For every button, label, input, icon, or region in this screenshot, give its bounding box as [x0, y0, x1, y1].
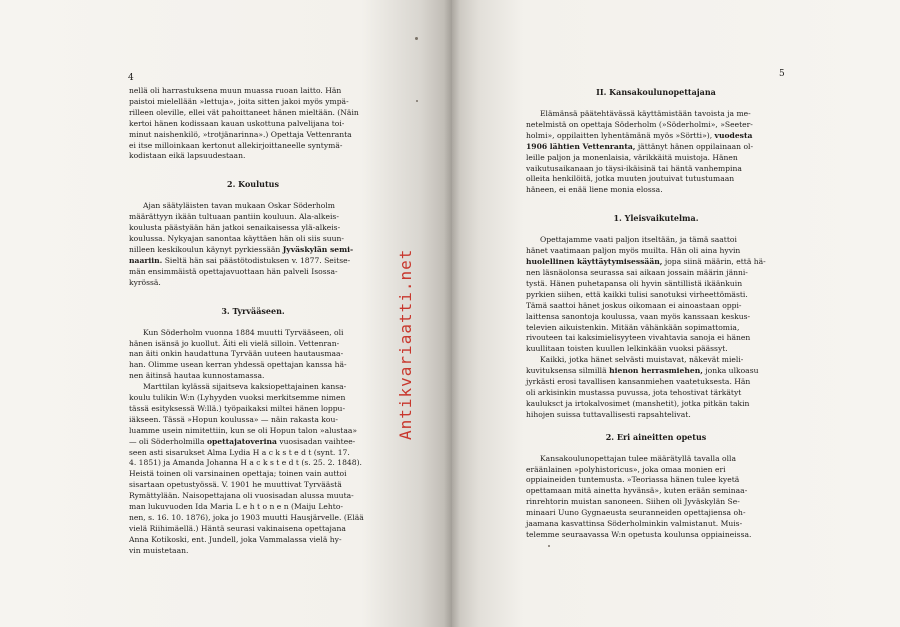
right-column — [526, 87, 786, 541]
text-line: pyrkien siihen, että kaikki tulisi sanotuksi virheettömästi. — [526, 289, 748, 299]
text-line: opettamaan mitä ainetta hyvänsä», kuten erään seminaa- — [526, 486, 748, 496]
text-line: kauluksct ja irtokalvosimet (manshetit), jotka pitkän takin — [526, 398, 750, 408]
text-line: telemme seuraavassa W:n opetusta koulunsa oppiaineissa. — [526, 530, 752, 539]
text-line: Elämänsä päätehtävässä käyttämistään tavoista ja me- — [540, 109, 751, 118]
text-line: televien aikuistenkin. Mitään vähänkään sopimattomia, — [526, 322, 740, 332]
text-line: kertoi hänen kodissaan kauan uskottuna palvelijana toi- — [129, 118, 345, 128]
intro-paragraph — [129, 86, 377, 162]
left-column — [129, 86, 377, 557]
text-line: nellä oli harrastuksena muun muassa ruoan laitto. Hän — [129, 86, 342, 95]
text-line: vin muistetaan. — [129, 545, 189, 555]
text-line: nen läsnäolonsa seurassa sai aikaan jossain määrin jänni- — [526, 267, 748, 277]
chapter-title: II. Kansakoulunopettajana — [596, 87, 716, 97]
text-line: luamme usein nimitettiin, kun se oli Hopun talon »alustaa» — [129, 425, 358, 435]
text-line: man lukuvuoden Ida Maria L e h t o n e n (Maiju Lehto- — [129, 502, 343, 512]
text-line: Kaikki, jotka hänet selvästi muistavat, näkevät mieli- — [540, 355, 744, 365]
text-line: oppiaineiden tuntemusta. »Teoriassa hänen tulee kyetä — [526, 475, 740, 485]
text-line: minut naishenkilö, »trotjänarinna».) Opettaja Vettenranta — [129, 129, 352, 139]
section-body — [129, 201, 377, 288]
section-heading: 1. Yleisvaikutelma. — [613, 213, 699, 224]
text-line: Kun Söderholm vuonna 1884 muutti Tyrvääseen, oli — [143, 327, 344, 337]
text-line: eräänlainen »polyhistoricus», joka omaa monien eri — [526, 464, 726, 474]
text-line: sisartaan opetustyössä. V. 1901 he muuttivat Tyrväästä — [129, 480, 342, 490]
text-line: kuullitaan toisten kuullen lelkinkään vuoksi päässyt. — [526, 344, 728, 354]
text-line: koulusta päästyään hän jatkoi senaikaisessa ylä-alkeis- — [129, 223, 341, 233]
text-line: nan äiti onkin haudattuna Tyrvään uuteen hautausmaa- — [129, 349, 344, 359]
page-number: 4 — [128, 73, 134, 83]
book-spine-shadow — [444, 0, 460, 627]
text-line: Marttilan kylässä sijaitseva kaksiopettajainen kansa- — [143, 382, 347, 392]
paper-speck — [548, 545, 550, 547]
text-line: netelmistä on opettaja Söderholm (»Söderholmi», »Seeter- — [526, 119, 753, 129]
text-line: vaikutusaikanaan jo täysi-ikäisinä tai häntä vanhempina — [526, 163, 742, 173]
section-body — [526, 454, 786, 541]
text-line: Anna Kotikoski, ent. Jundell, joka Vammalassa vielä hy- — [129, 534, 342, 544]
text-line: män ensimmäistä opettajavuottaan hän palveli Isossa- — [129, 266, 338, 276]
text-line: hänet vaatimaan paljon myös muilta. Hän oli aina hyvin — [526, 246, 741, 256]
text-line: rilleen oleville, ellei vät pahoittaneet hänen mieltään. (Näin — [129, 107, 359, 117]
text-line: koulussa. Nykyajan sanontaa käyttäen hän oli siis suun- — [129, 234, 344, 244]
text-line: huolellinen käyttäytymisessään, jopa siinä määrin, että hä- — [526, 257, 766, 267]
text-line: Ajan säätyläisten tavan mukaan Oskar Söderholm — [143, 201, 335, 211]
section-body — [526, 235, 786, 420]
text-line: leille paljon ja monenlaisia, värikkäitä muistoja. Hänen — [526, 152, 738, 162]
text-line: 4. 1851) ja Amanda Johanna H a c k s t e d t (s. 25. 2. 1848). — [129, 458, 362, 468]
text-line: kodistaan eikä lapsuudestaan. — [129, 151, 246, 161]
section-heading: 2. Koulutus — [227, 179, 279, 190]
text-line: paistoi mielellään »lettuja», joita sitten jakoi myös ympä- — [129, 96, 349, 106]
text-line: iäkseen. Tässä »Hopun koulussa» — näin rakasta kou- — [129, 414, 338, 424]
text-line: nen, s. 16. 10. 1876), joka jo 1903 muutti Hausjärvelle. (Elää — [129, 513, 364, 522]
text-line: tässä esityksessä W:llä.) työpaikaksi miltei hänen loppu- — [129, 403, 346, 413]
text-line: ei itse milloinkaan kertonut allekirjoittaneelle syntymä- — [129, 140, 343, 150]
text-line: han. Olimme usean kerran yhdessä opettajan kanssa hä- — [129, 360, 347, 370]
text-line: seen asti sisarukset Alma Lydia H a c k s t e d t (synt. 17. — [129, 447, 350, 457]
text-line: rinrehtorin muistan sanoneen. Siihen oli Jyväskylän Se- — [526, 497, 740, 507]
text-line: naariin. Sieltä hän sai päästötodistuksen v. 1877. Seitse- — [129, 255, 351, 265]
watermark-text: Antikvariaatti.net — [396, 248, 415, 440]
page-number: 5 — [779, 69, 785, 79]
text-line: hänen isänsä jo kuollut. Äiti eli vielä silloin. Vettenran- — [129, 338, 340, 348]
text-line: — oli Söderholmilla opettajatoverina vuosisadan vaihtee- — [129, 436, 356, 446]
text-line: koulu tulikin W:n (Lyhyyden vuoksi merkitsemme nimen — [129, 393, 346, 403]
text-line: olleita henkilöitä, jotka muuten joutuivat tutustumaan — [526, 174, 735, 184]
text-line: Tämä saattoi hänet joskus oikomaan ei ainoastaan oppi- — [526, 300, 742, 310]
text-line: 1906 lähtien Vettenranta, jättänyt hänen oppilainaan ol- — [526, 141, 754, 151]
text-line: nilleen keskikoulun käynyt pyrkiessään Jyväskylän semi- — [129, 244, 354, 254]
right-page — [452, 0, 900, 627]
text-line: Opettajamme vaati paljon itseltään, ja tämä saattoi — [540, 235, 737, 245]
text-line: häneen, ei enää liene monia elossa. — [526, 185, 663, 195]
section-heading: 2. Eri aineitten opetus — [605, 431, 707, 442]
text-line: määrättyyn ikään tultuaan pantiin kouluun. Ala-alkeis- — [129, 212, 339, 222]
intro-paragraph — [526, 109, 786, 196]
text-line: jaamana kasvattinsa Söderholminkin valmistanut. Muis- — [526, 519, 743, 529]
text-line: holmi», oppilaitten lyhentämänä myös »Sörtti»), vuodesta — [526, 130, 753, 140]
text-line: kyrössä. — [129, 277, 161, 287]
text-line: rivouteen tai kaksimielisyyteen vivahtavia sanoja ei hänen — [526, 333, 751, 343]
text-line: Kansakoulunopettajan tulee määrätyllä tavalla olla — [540, 453, 737, 463]
text-line: laittensa sanontoja koulussa, vaan myös kanssaan keskus- — [526, 311, 751, 321]
text-line: oli arkisinkin mustassa puvussa, jota tehostivat tärkätyt — [526, 387, 742, 397]
text-line: hihojen suissa tuttavallisesti rapsahtelivat. — [526, 409, 691, 419]
paper-speck — [416, 100, 418, 102]
text-line: Heistä toinen oli varsinainen opettaja; toinen vain auttoi — [129, 469, 347, 479]
text-line: tystä. Hänen puhetapansa oli hyvin säntillistä ikäänkuin — [526, 278, 743, 288]
text-line: nen äitinsä hautaa kunnostamassa. — [129, 371, 265, 381]
paper-speck — [415, 37, 418, 40]
text-line: kuvituksensa silmillä hienon herrasmiehen, jonka ulkoasu — [526, 366, 759, 376]
text-line: minaari Uuno Gygnaeusta seuranneiden opettajiensa oh- — [526, 508, 746, 518]
section-body — [129, 328, 377, 557]
text-line: Rymättylään. Naisopettajana oli vuosisadan alussa muuta- — [129, 491, 354, 501]
text-line: jyrkästi erosi tavallisen kansanmiehen vaatetuksesta. Hän — [526, 377, 751, 387]
section-heading: 3. Tyrvääseen. — [221, 305, 285, 316]
text-line: vielä Riihimäellä.) Häntä seurasi vakinaisena opettajana — [129, 523, 346, 533]
